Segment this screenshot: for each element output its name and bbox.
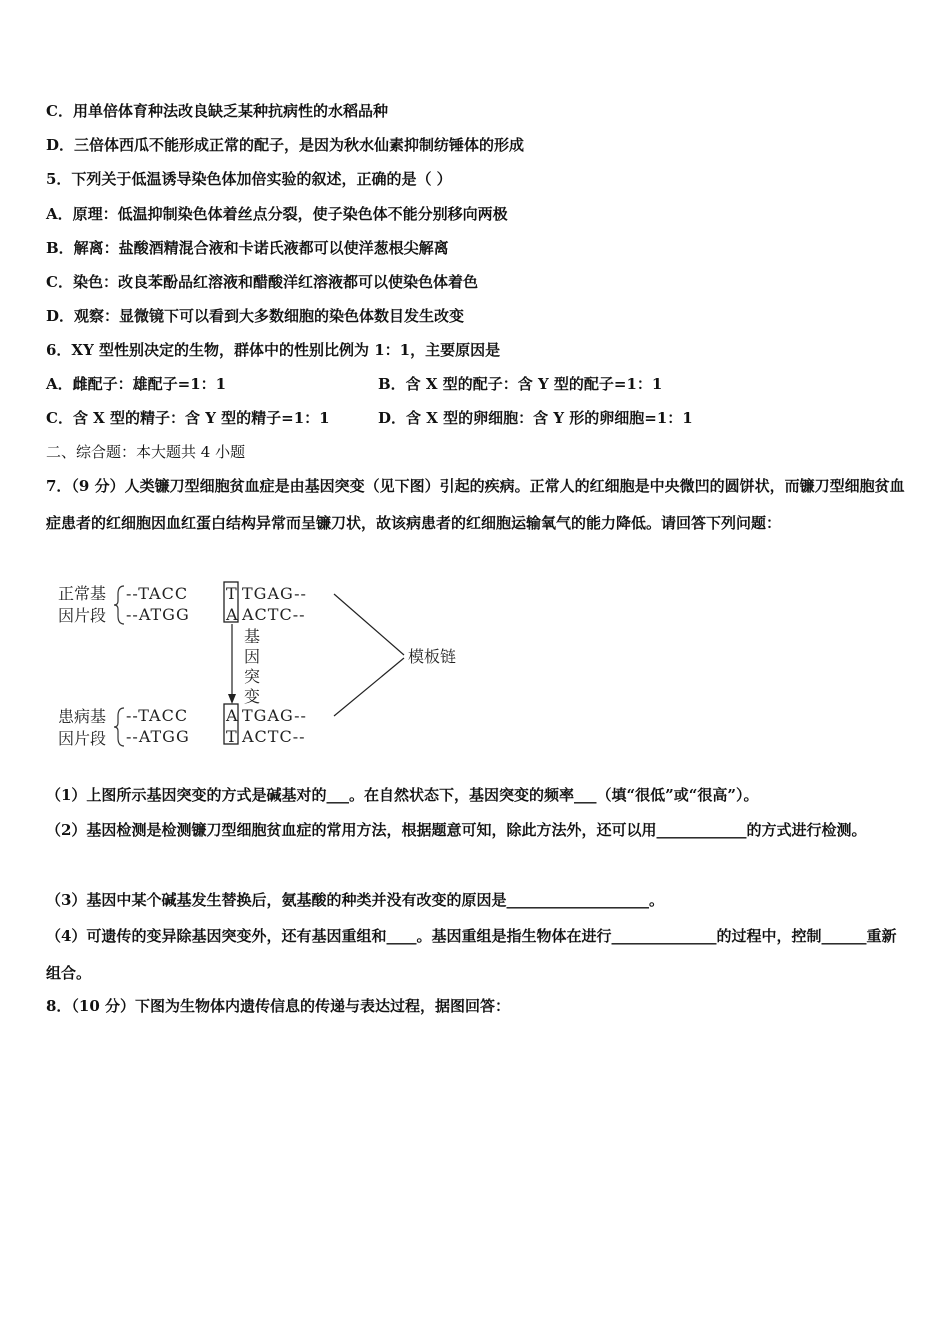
q7-part-3: （3）基因中某个碱基发生替换后，氨基酸的种类并没有改变的原因是___________________。 bbox=[46, 891, 664, 909]
q5-option-b: B．解离：盐酸酒精混合液和卡诺氏液都可以使洋葱根尖解离 bbox=[46, 239, 449, 257]
normal-top-left: --TACC bbox=[126, 584, 189, 603]
q4-option-d: D．三倍体西瓜不能形成正常的配子，是因为秋水仙素抑制纺锤体的形成 bbox=[46, 136, 525, 154]
q8-stem: 8．（10 分）下图为生物体内遗传信息的传递与表达过程，据图回答： bbox=[46, 997, 511, 1015]
mutation-char-4: 变 bbox=[244, 687, 261, 706]
patient-top-left: --TACC bbox=[126, 706, 189, 725]
normal-bottom-box: A bbox=[226, 605, 239, 624]
patient-gene-label-1: 患病基 bbox=[58, 707, 107, 726]
patient-brace bbox=[114, 708, 124, 746]
q5-option-a: A．原理：低温抑制染色体着丝点分裂，使子染色体不能分别移向两极 bbox=[46, 205, 508, 223]
normal-gene-label-1: 正常基 bbox=[58, 584, 107, 603]
q7-part-2: （2）基因检测是检测镰刀型细胞贫血症的常用方法，根据题意可知，除此方法外，还可以用____________的方式进行检测。 bbox=[46, 821, 867, 839]
q6-option-b: B．含 X 型的配子：含 Y 型的配子=1：1 bbox=[378, 375, 663, 393]
mutation-char-1: 基 bbox=[244, 627, 261, 646]
patient-bottom-right: ACTC-- bbox=[242, 727, 306, 746]
template-pointer-top bbox=[334, 594, 404, 655]
section-2-heading: 二、综合题：本大题共 4 小题 bbox=[46, 443, 246, 461]
patient-top-right: TGAG-- bbox=[242, 706, 307, 725]
mutation-char-2: 因 bbox=[244, 647, 261, 666]
template-strand-label: 模板链 bbox=[408, 647, 457, 666]
normal-top-right: TGAG-- bbox=[242, 584, 307, 603]
template-pointer-bottom bbox=[334, 658, 404, 716]
q7-stem: 7．（9 分）人类镰刀型细胞贫血症是由基因突变（见下图）引起的疾病。正常人的红细胞是中央微凹的圆饼状，而镰刀型细胞贫血症患者的红细胞因血红蛋白结构异常而呈镰刀状，故该病患者的红细胞运输氧气的能力降低。请回答下列问题： bbox=[46, 477, 905, 532]
patient-bottom-left: --ATGG bbox=[126, 727, 190, 746]
q7-part-4: （4）可遗传的变异除基因突变外，还有基因重组和____。基因重组是指生物体在进行______________的过程中，控制______重新组合。 bbox=[46, 927, 897, 982]
patient-top-box: A bbox=[226, 706, 239, 725]
q5-option-c: C．染色：改良苯酚品红溶液和醋酸洋红溶液都可以使染色体着色 bbox=[46, 273, 478, 291]
mutation-arrow-head bbox=[228, 694, 236, 704]
q7-part-1: （1）上图所示基因突变的方式是碱基对的___。在自然状态下，基因突变的频率___（填“很低”或“很高”）。 bbox=[46, 786, 759, 804]
normal-bottom-left: --ATGG bbox=[126, 605, 190, 624]
q6-stem: 6．XY 型性别决定的生物，群体中的性别比例为 1：1，主要原因是 bbox=[46, 341, 501, 359]
q4-option-c: C．用单倍体育种法改良缺乏某种抗病性的水稻品种 bbox=[46, 102, 388, 120]
q6-option-c: C．含 X 型的精子：含 Y 型的精子=1：1 bbox=[46, 409, 330, 427]
q6-option-a: A．雌配子：雄配子=1：1 bbox=[46, 375, 227, 393]
mutation-char-3: 突 bbox=[244, 667, 261, 686]
normal-top-box: T bbox=[226, 584, 238, 603]
q5-stem: 5．下列关于低温诱导染色体加倍实验的叙述，正确的是（ ） bbox=[46, 170, 452, 188]
normal-gene-label-2: 因片段 bbox=[58, 606, 107, 625]
patient-gene-label-2: 因片段 bbox=[58, 729, 107, 748]
normal-brace bbox=[114, 586, 124, 624]
q5-option-d: D．观察：显微镜下可以看到大多数细胞的染色体数目发生改变 bbox=[46, 307, 465, 325]
normal-bottom-right: ACTC-- bbox=[242, 605, 306, 624]
q6-option-d: D．含 X 型的卵细胞：含 Y 形的卵细胞=1：1 bbox=[378, 409, 693, 427]
patient-bottom-box: T bbox=[226, 727, 238, 746]
gene-mutation-diagram bbox=[52, 576, 472, 756]
